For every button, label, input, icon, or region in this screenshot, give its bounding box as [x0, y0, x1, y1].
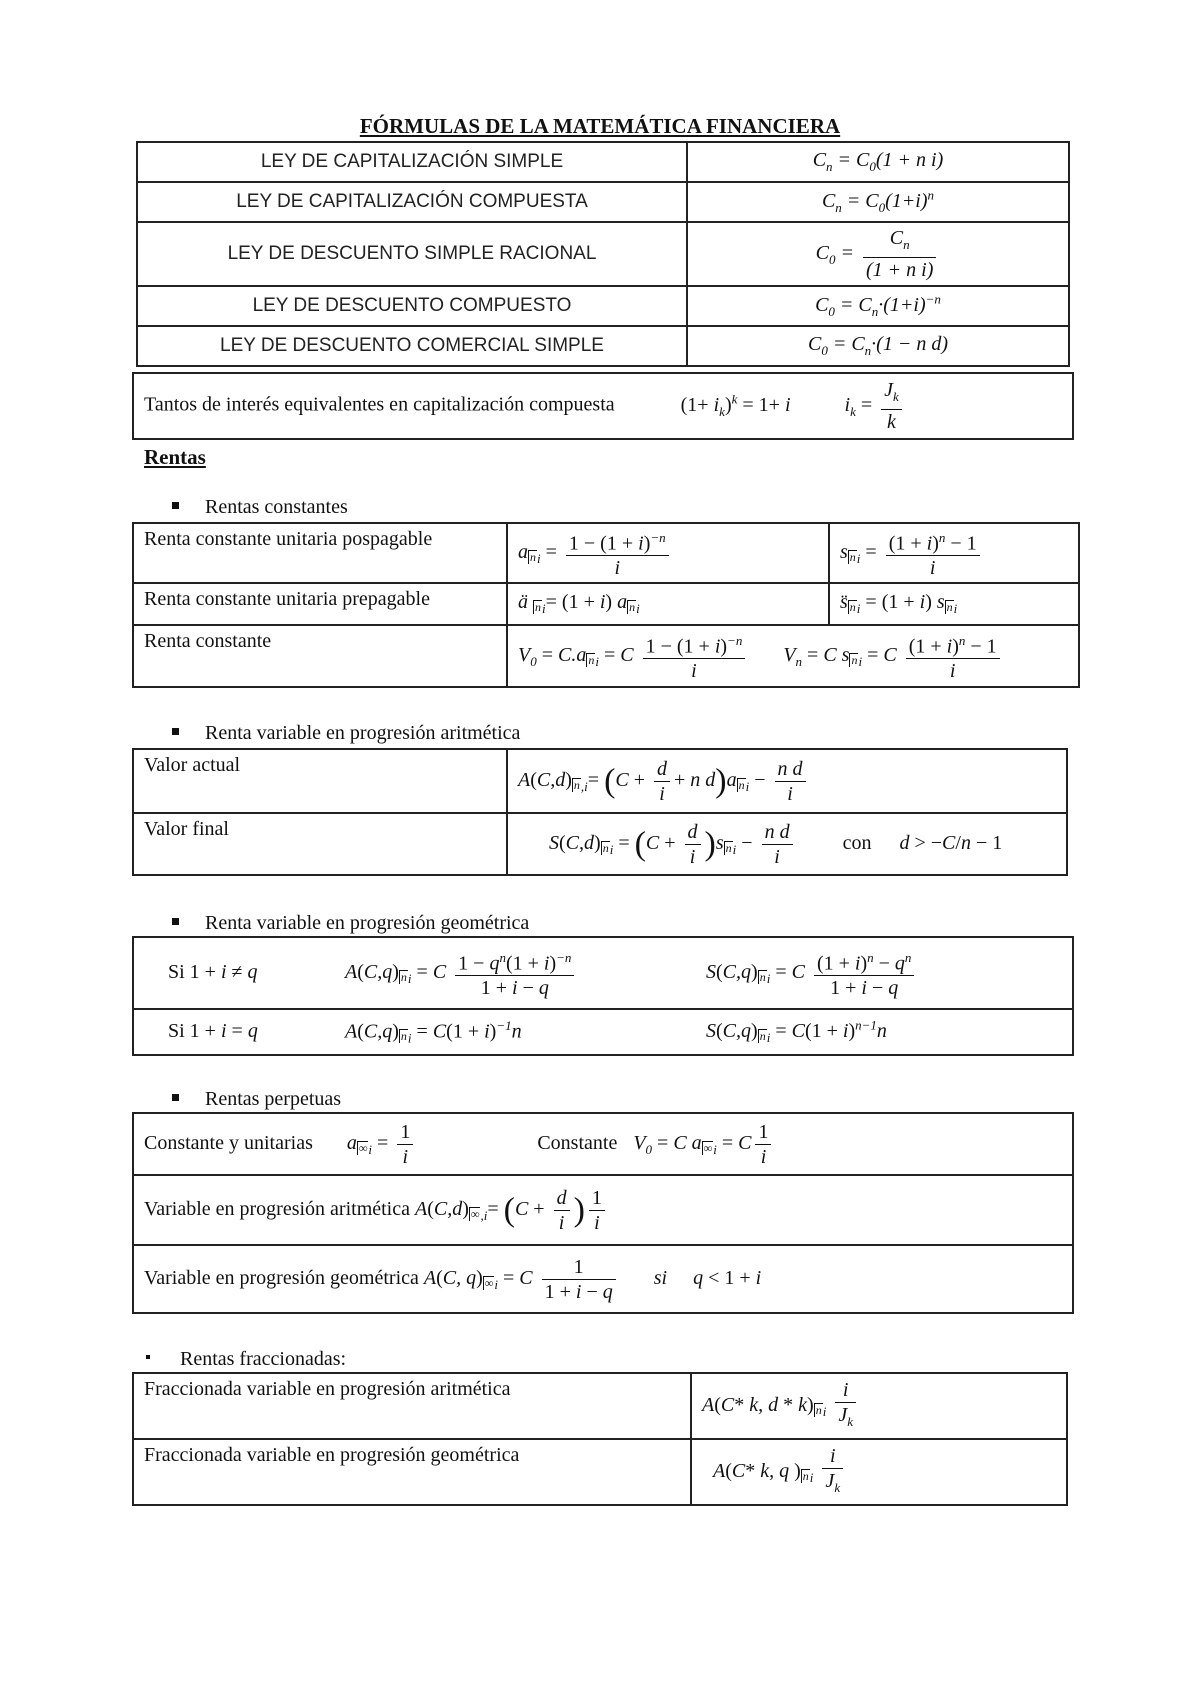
ley-formula: [687, 182, 1069, 222]
section-heading: Rentas fraccionadas:: [180, 1348, 347, 1370]
row-label: Valor final: [133, 813, 507, 875]
bullet-square-icon: [146, 1355, 150, 1359]
formula-cell: [829, 523, 1079, 583]
table-row: [133, 1113, 1073, 1175]
formula-cell: [507, 813, 1067, 875]
ley-label: LEY DE DESCUENTO COMERCIAL SIMPLE: [137, 326, 687, 366]
bullet-square-icon: [172, 502, 179, 509]
renta-geometrica-table: [132, 936, 1074, 1056]
table-row: [137, 182, 1069, 222]
rentas-title: Rentas: [144, 445, 206, 469]
row-label: Renta constante: [133, 625, 507, 687]
formula-descuento-simple-racional: $C_0$ = $\frac{C_n}{\text{(1 + n i)}}$: [816, 242, 941, 264]
table-row: [133, 1245, 1073, 1313]
table-row: [133, 1009, 1073, 1055]
section-heading: Rentas constantes: [205, 496, 348, 518]
row-label: Constante y unitarias: [144, 1131, 313, 1154]
formula-valor-final-aritmetica: S(C,d) $n_i = (C$ + $\frac{d}{i}$ )s $n_i$ − $\frac{\text{n d}}{i}$: [549, 832, 797, 854]
formula-cell: [507, 523, 829, 583]
formula-s-pospagable: s $n_i$ = $\frac{(1 + i)^n - 1}{i}$: [840, 541, 984, 563]
bullet-rentas-fraccionadas: [146, 1348, 346, 1371]
ley-label: LEY DE DESCUENTO SIMPLE RACIONAL: [137, 222, 687, 286]
formula-a-geometrica-igual: A(C,q) $n_i = C(1 + i)^{-1}n$: [345, 1017, 522, 1046]
table-row: [133, 1373, 1067, 1439]
ley-formula: [687, 142, 1069, 182]
formula-tantos-equivalentes: $(1+ i_k)^k = 1+ i$: [680, 390, 791, 419]
formula-cell: [133, 1009, 1073, 1055]
ley-label: LEY DE DESCUENTO COMPUESTO: [137, 286, 687, 326]
tantos-label: Tantos de interés equivalentes en capitalización compuesta: [144, 393, 615, 416]
condition-word: con: [842, 831, 872, 854]
ley-formula: [687, 286, 1069, 326]
formula-valor-final-constante: $V_n = C$ s $n_i = C$ $\frac{(1 + i)^n - 1}{i}$: [783, 644, 1003, 666]
formula-s-geometrica: S(C,q) $n_i = C$ $\frac{(1 + i)^n - q^n}{1 + i - q}$: [706, 961, 918, 983]
formula-a-geometrica: A(C,q) $n_i = C$ $\frac{1 - q^n(1 + i)^{-n}}{1 + i - q}$: [345, 946, 701, 1001]
formula-cell: [507, 749, 1067, 813]
formula-tanto-nominal: $i_k$ = $\frac{J_k}{k}$: [845, 394, 906, 416]
row-label: Variable en progresión aritmética: [144, 1197, 410, 1220]
ley-label: LEY DE CAPITALIZACIÓN COMPUESTA: [137, 182, 687, 222]
formula-perpetua-aritmetica: A(C,d) $\infty_{,i}= (C$ + $\frac{d}{i}$ ) $\frac{1}{i}$: [415, 1198, 609, 1220]
formula-descuento-compuesto: $C_0 = C_n\cdot(1+i)^{-n}$: [815, 291, 941, 320]
formula-s-geometrica-igual: S(C,q) $n_i = C(1 + i)^{n-1}n$: [706, 1017, 887, 1046]
formula-fraccionada-aritmetica: A(C* k, d * k) $n_i$ $\frac{i}{J_k}$: [702, 1394, 860, 1416]
table-row: [133, 1175, 1073, 1245]
renta-aritmetica-table: [132, 748, 1068, 876]
table-row: [133, 523, 1079, 583]
table-row: [137, 142, 1069, 182]
formula-cell: [133, 1245, 1073, 1313]
rentas-fraccionadas-table: [132, 1372, 1068, 1506]
formula-a-pospagable: a $n_i$ = $\frac{1 - (1 + i)^{-n}}{i}$: [518, 541, 673, 563]
bullet-square-icon: [172, 918, 179, 925]
formula-capitalizacion-compuesta: $C_n = C_0(1+i)^n$: [821, 187, 935, 216]
section-heading: Renta variable en progresión aritmética: [205, 722, 521, 744]
formula-valor-actual-aritmetica: A(C,d) $n_{,i}= (C$ + $\frac{d}{i}$ + n d)a $n_i$ − $\frac{\text{n d}}{i}$: [518, 769, 810, 791]
table-row: [133, 937, 1073, 1009]
ley-formula: [687, 326, 1069, 366]
row-label: Valor actual: [133, 749, 507, 813]
formula-perpetua-unitaria: a $\infty_i$ = $\frac{1}{i}$: [347, 1132, 417, 1154]
bullet-square-icon: [172, 728, 179, 735]
section-heading: Rentas perpetuas: [205, 1088, 342, 1110]
table-row: [133, 583, 1079, 625]
table-row: [133, 373, 1073, 439]
row-label: Renta constante unitaria prepagable: [133, 583, 507, 625]
formula-descuento-comercial: $C_0 = C_n\cdot(1 - n$ d): [807, 333, 948, 358]
row-label: Fraccionada variable en progresión geométrica: [133, 1439, 691, 1505]
table-row: [133, 625, 1079, 687]
tantos-cell: [133, 373, 1073, 439]
row-label: Renta constante unitaria pospagable: [133, 523, 507, 583]
table-row: [133, 1439, 1067, 1505]
leyes-table: [136, 141, 1070, 367]
condition-q-igual: Si 1 + i = q: [168, 1020, 258, 1043]
row-label: Variable en progresión geométrica: [144, 1266, 419, 1289]
page-title: FÓRMULAS DE LA MATEMÁTICA FINANCIERA: [359, 114, 841, 138]
bullet-renta-geometrica: [172, 912, 529, 935]
formula-cell: [829, 583, 1079, 625]
table-row: [133, 813, 1067, 875]
formula-capitalizacion-simple: $C_n = C_0(1 + n$ i): [812, 149, 944, 174]
formula-perpetua-constante: $V_0 = C$ a $\infty_i = C$ $\frac{1}{i}$: [633, 1132, 775, 1154]
formula-cell: [691, 1439, 1067, 1505]
formula-cell: [133, 1113, 1073, 1175]
formula-fraccionada-geometrica: A(C* k, q ) $n_i$ $\frac{i}{J_k}$: [713, 1460, 847, 1482]
table-row: [137, 326, 1069, 366]
formula-valor-actual-constante: $V_0 = C.a$ $n_i = C$ $\frac{1 - (1 + i)^{-n}}{i}$: [518, 644, 749, 666]
bullet-rentas-perpetuas: [172, 1088, 341, 1111]
ley-label: LEY DE CAPITALIZACIÓN SIMPLE: [137, 142, 687, 182]
rentas-perpetuas-table: [132, 1112, 1074, 1314]
formula-s-prepagable: s̈ $n_i = (1 + i)$ s $n_i$: [840, 591, 958, 616]
row-label: Fraccionada variable en progresión aritmética: [133, 1373, 691, 1439]
table-row: [133, 749, 1067, 813]
tantos-table: [132, 372, 1074, 440]
formula-cell: [507, 583, 829, 625]
row-label-constante: Constante: [537, 1131, 618, 1154]
formula-cell: [133, 937, 1073, 1009]
bullet-renta-aritmetica: [172, 722, 520, 745]
bullet-square-icon: [172, 1094, 179, 1101]
condition-q-distinto: Si 1 + i ≠ q: [168, 960, 258, 983]
formula-cell: [133, 1175, 1073, 1245]
formula-a-prepagable: ä $n_i= (1 + i)$ a $n_i$: [518, 591, 640, 616]
section-heading: Renta variable en progresión geométrica: [205, 912, 530, 934]
formula-perpetua-geometrica: A(C, q) $\infty_i = C$ $\frac{1}{1 + i - q}$: [424, 1267, 620, 1289]
formula-condicion-d: d > −C/n − 1: [899, 831, 1003, 854]
ley-formula: [687, 222, 1069, 286]
table-row: [137, 222, 1069, 286]
formula-cell: [691, 1373, 1067, 1439]
formula-cell: [507, 625, 1079, 687]
table-row: [137, 286, 1069, 326]
rentas-constantes-table: [132, 522, 1080, 688]
bullet-rentas-constantes: [172, 496, 348, 519]
condition-perpetua-geometrica: si q < 1 + i: [653, 1266, 762, 1289]
